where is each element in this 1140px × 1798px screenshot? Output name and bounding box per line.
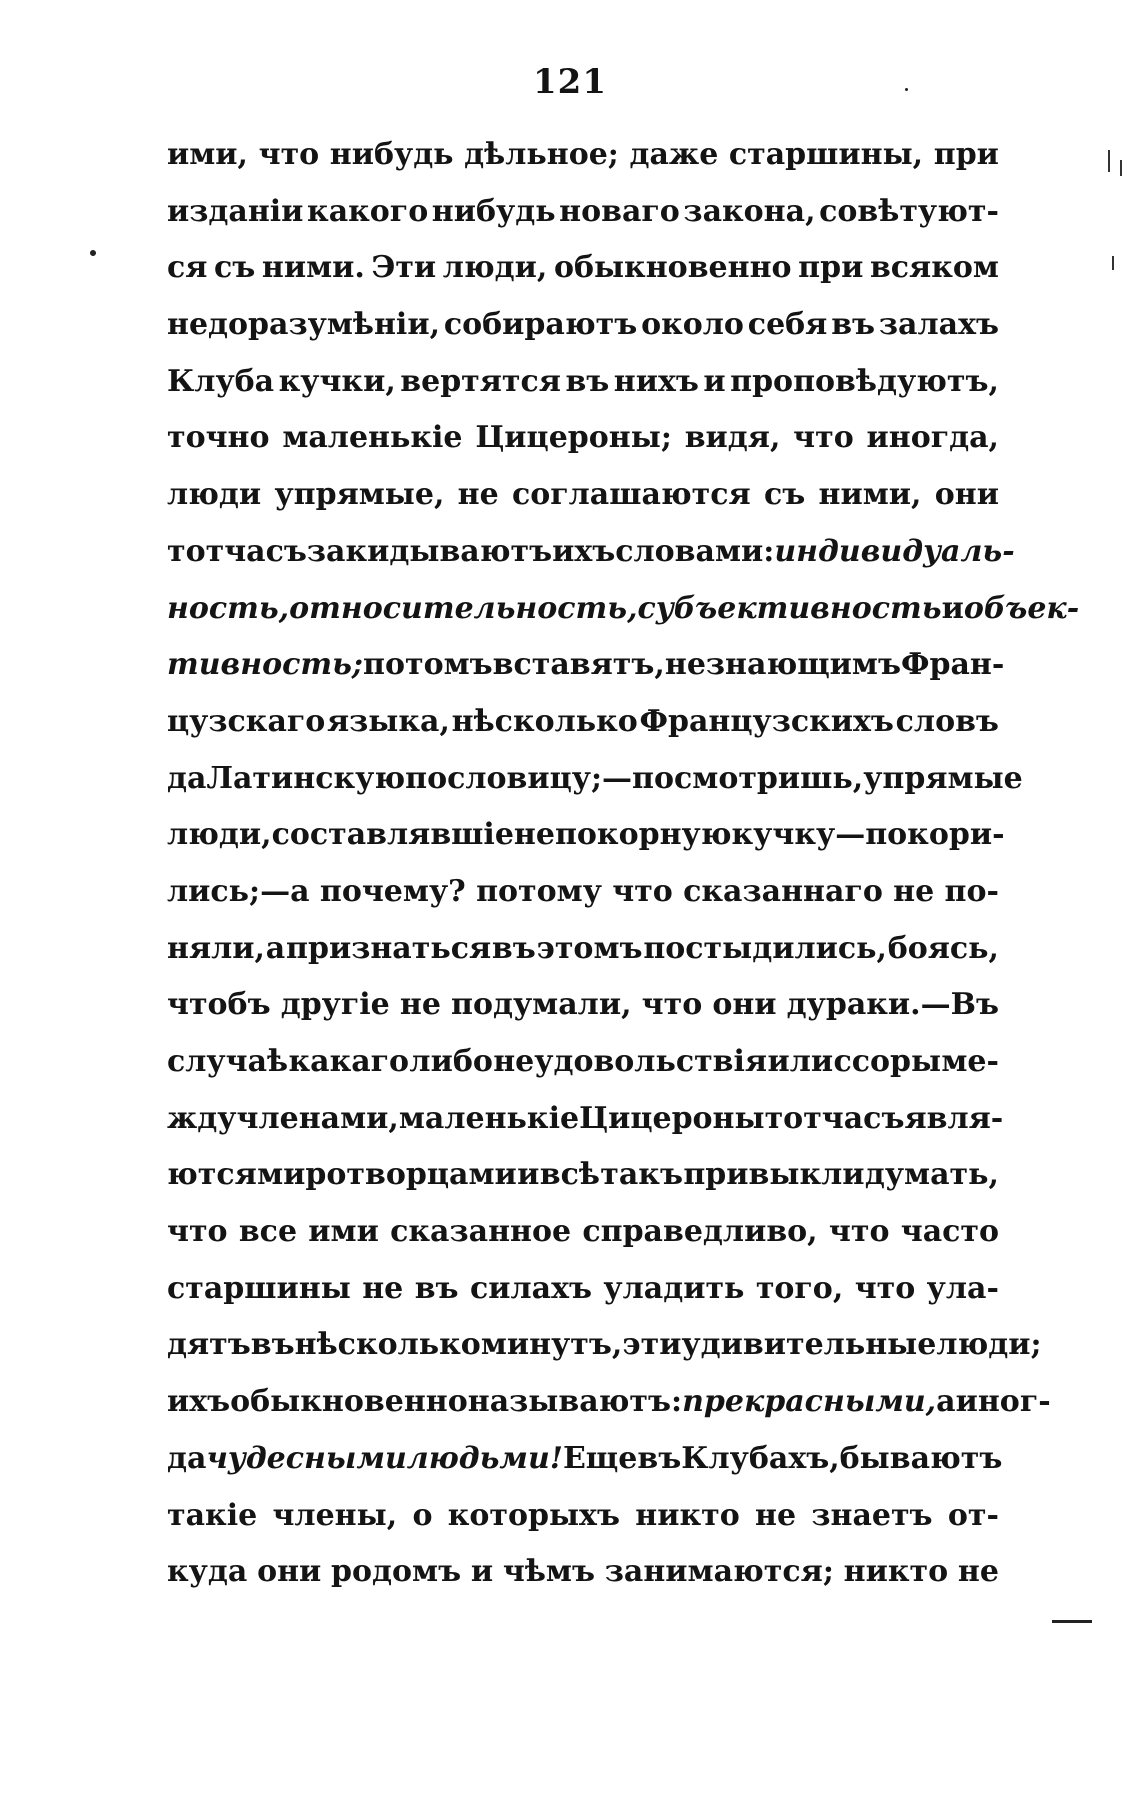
text-line [167, 420, 999, 477]
word: при [933, 137, 999, 172]
text-line [167, 1384, 1051, 1441]
word: да [167, 760, 207, 796]
word: няли, [167, 930, 265, 966]
word: люди [167, 477, 262, 513]
word: думать, [864, 1157, 999, 1193]
text-line [167, 250, 999, 307]
word: минутъ, [480, 1327, 623, 1363]
text-line [167, 533, 1015, 591]
word: съ [214, 250, 256, 286]
word: что [258, 137, 320, 172]
ink-speck [905, 88, 908, 91]
edge-mark [1108, 150, 1110, 172]
word: жду [167, 1100, 237, 1136]
word: от- [947, 1497, 999, 1533]
word: нибудь [431, 193, 556, 229]
word: упрямые [863, 760, 1023, 796]
word: все [238, 1214, 298, 1250]
word: и [941, 590, 964, 626]
italic-word: тивность; [167, 647, 364, 683]
word: иног- [955, 1384, 1051, 1420]
word: нѣсколько [451, 703, 638, 739]
word: Эти [371, 250, 437, 286]
word: люди, [167, 817, 272, 853]
word: знаетъ [811, 1497, 933, 1533]
word: иногда, [866, 420, 999, 456]
word: какаго [288, 1044, 410, 1079]
word: непокорную [513, 817, 732, 853]
word: о [412, 1497, 433, 1533]
word: потому [476, 873, 602, 909]
word: при [798, 250, 864, 286]
word: называютъ: [467, 1384, 683, 1420]
word: въ [250, 1327, 295, 1363]
word: они [712, 987, 777, 1023]
word: Клубахъ, [681, 1440, 840, 1476]
word: миротворцами [257, 1157, 517, 1193]
ink-speck [89, 249, 97, 257]
word: люди, [442, 250, 548, 286]
word: нихъ [613, 363, 699, 399]
word: видя, [684, 420, 781, 456]
word: кучки, [278, 363, 396, 399]
word: куда [167, 1554, 248, 1590]
word: да [167, 1440, 207, 1476]
word: ими [308, 1214, 379, 1250]
text-line [167, 1498, 999, 1555]
word: этомъ [536, 930, 643, 966]
text-line [167, 647, 1005, 704]
word: бываютъ [839, 1440, 1003, 1476]
word: члены, [272, 1497, 398, 1533]
word: залахъ [878, 307, 999, 343]
word: тотчасъ [764, 1100, 905, 1136]
word: соглашаются [511, 477, 751, 513]
word: покори- [865, 817, 1005, 853]
text-line [167, 194, 999, 251]
word: недоразумѣніи, [167, 307, 441, 343]
italic-word: ность, [167, 590, 290, 626]
word: собираютъ [443, 307, 638, 343]
word: того, [755, 1270, 844, 1306]
word: Фран- [901, 647, 1005, 683]
word: привыкли [683, 1157, 865, 1193]
word: ула- [926, 1270, 999, 1306]
word: не [755, 1497, 797, 1533]
word: пословицу;—посмотришь, [405, 760, 864, 796]
word: и [470, 1554, 494, 1590]
word: упрямые, [274, 477, 445, 513]
word: потомъ [363, 647, 493, 683]
word: занимаются; [604, 1554, 834, 1590]
edge-mark [1120, 160, 1122, 176]
text-line [167, 1044, 999, 1101]
word: обыкновенно [230, 1384, 468, 1420]
italic-word: людьми! [406, 1440, 563, 1476]
text-line [167, 1327, 1042, 1384]
word: что [828, 1214, 890, 1250]
word: уладить [603, 1270, 745, 1306]
word: другіе [280, 987, 390, 1023]
text-line [167, 987, 999, 1044]
word: ихъ [552, 533, 616, 569]
word: а [265, 930, 286, 966]
word: эти [622, 1327, 682, 1363]
word: не [893, 873, 935, 909]
word: сказанное [390, 1214, 572, 1250]
word: боясь, [887, 930, 999, 966]
word: ся [167, 250, 208, 286]
word: почему? [319, 873, 466, 909]
word: новаго [559, 193, 680, 229]
word: маленькіе [398, 1100, 580, 1136]
word: ними. [261, 250, 365, 286]
text-line [167, 1440, 1003, 1498]
word: въ [414, 1270, 459, 1306]
word: не [957, 1554, 999, 1590]
word: ме- [941, 1044, 999, 1079]
word: не [399, 987, 441, 1023]
word: съ [763, 477, 806, 513]
page-number: 121 [533, 62, 607, 102]
text-line [167, 477, 999, 534]
word: Клуба [167, 363, 275, 399]
word: родомъ [331, 1554, 462, 1590]
word: удивительные [681, 1327, 937, 1363]
word: тотчасъ [167, 533, 307, 569]
word: лись;—а [167, 873, 310, 909]
word: которыхъ [447, 1497, 620, 1533]
text-line [167, 1554, 999, 1611]
word: составлявшіе [271, 817, 514, 853]
word: люди; [936, 1327, 1042, 1363]
word: случаѣ [167, 1044, 289, 1079]
italic-word: объек- [963, 590, 1080, 626]
word: всѣ [539, 1157, 600, 1193]
text-line [167, 364, 999, 421]
italic-word: прекрасными, [682, 1384, 937, 1420]
word: Цицероны [579, 1100, 765, 1136]
word: дятъ [167, 1327, 251, 1363]
text-line [167, 931, 999, 988]
word: совѣтуют- [819, 193, 999, 229]
text-line [167, 307, 999, 364]
word: Еще [562, 1440, 638, 1476]
word: не [362, 1270, 404, 1306]
word: ются [167, 1157, 257, 1193]
word: что [641, 987, 703, 1023]
word: въ [831, 307, 876, 343]
word: закидываютъ [306, 533, 553, 569]
word: постыдились, [643, 930, 887, 966]
word: маленькіе [282, 420, 463, 456]
word: — [835, 817, 866, 853]
word: закона, [683, 193, 816, 229]
word: языка, [326, 703, 450, 739]
word: въ [491, 930, 536, 966]
text-line [167, 1157, 999, 1214]
word: по- [944, 873, 999, 909]
word: а [936, 1384, 956, 1420]
word: словъ [895, 703, 999, 739]
text-line [167, 590, 1080, 648]
word: точно [167, 420, 270, 456]
word: неудовольствія [493, 1044, 768, 1079]
word: не [457, 477, 499, 513]
word: старшины [167, 1270, 351, 1306]
word: даже [629, 137, 719, 172]
word: словами: [615, 533, 775, 569]
word: себя [747, 307, 828, 343]
word: сказаннаго [683, 873, 883, 909]
word: какого [307, 193, 429, 229]
word: кучку [731, 817, 836, 853]
word: что [854, 1270, 916, 1306]
word: дураки.—Въ [786, 987, 999, 1023]
text-line [167, 137, 999, 194]
word: дѣльное; [464, 137, 619, 172]
word: чтобъ [167, 987, 271, 1023]
text-line [167, 1214, 999, 1271]
word: силахъ [469, 1270, 592, 1306]
text-line [167, 817, 1005, 874]
italic-word: субъективность [637, 590, 942, 626]
text-line [167, 760, 1023, 818]
text-line [167, 1271, 999, 1328]
text-line [167, 1100, 1004, 1158]
word: никто [635, 1497, 740, 1533]
italic-word: чудесными [206, 1440, 407, 1476]
italic-word: индивидуаль- [774, 533, 1015, 569]
text-line [167, 704, 999, 761]
text-line [167, 874, 999, 931]
word: или [767, 1044, 834, 1079]
body-text [167, 137, 1080, 1611]
word: ихъ [167, 1384, 231, 1420]
word: Цицероны; [475, 420, 672, 456]
word: проповѣдуютъ, [730, 363, 999, 399]
word: что [167, 1214, 228, 1250]
word: въ [565, 363, 610, 399]
word: подумали, [451, 987, 632, 1023]
word: такіе [167, 1497, 258, 1533]
word: всяком [869, 250, 999, 286]
word: что [612, 873, 673, 909]
margin-rule [1052, 1620, 1092, 1623]
word: такъ [600, 1157, 683, 1193]
word: что [793, 420, 854, 456]
word: они [934, 477, 999, 513]
word: въ [637, 1440, 682, 1476]
word: нѣсколько [294, 1327, 481, 1363]
word: ссоры [833, 1044, 942, 1079]
word: ими, [167, 137, 249, 172]
word: и [703, 363, 726, 399]
word: признаться [286, 930, 492, 966]
word: около [641, 307, 744, 343]
word: вертятся [400, 363, 561, 399]
edge-mark [1112, 256, 1114, 270]
word: справедливо, [582, 1214, 818, 1250]
word: ними, [818, 477, 922, 513]
word: и [517, 1157, 540, 1193]
word: Французскихъ [639, 703, 894, 739]
word: чѣмъ [502, 1554, 595, 1590]
word: никто [843, 1554, 949, 1590]
word: либо [409, 1044, 493, 1079]
word: вставятъ, [492, 647, 665, 683]
word: они [257, 1554, 322, 1590]
word: членами, [236, 1100, 399, 1136]
word: обыкновенно [553, 250, 792, 286]
word: старшины, [728, 137, 924, 172]
word: нибудь [329, 137, 454, 172]
word: изданіи [167, 193, 304, 229]
word: Латинскую [206, 760, 406, 796]
word: незнающимъ [664, 647, 901, 683]
word: часто [900, 1214, 999, 1250]
word: цузскаго [167, 703, 326, 739]
word: явля- [904, 1100, 1004, 1136]
italic-word: относительность, [289, 590, 638, 626]
